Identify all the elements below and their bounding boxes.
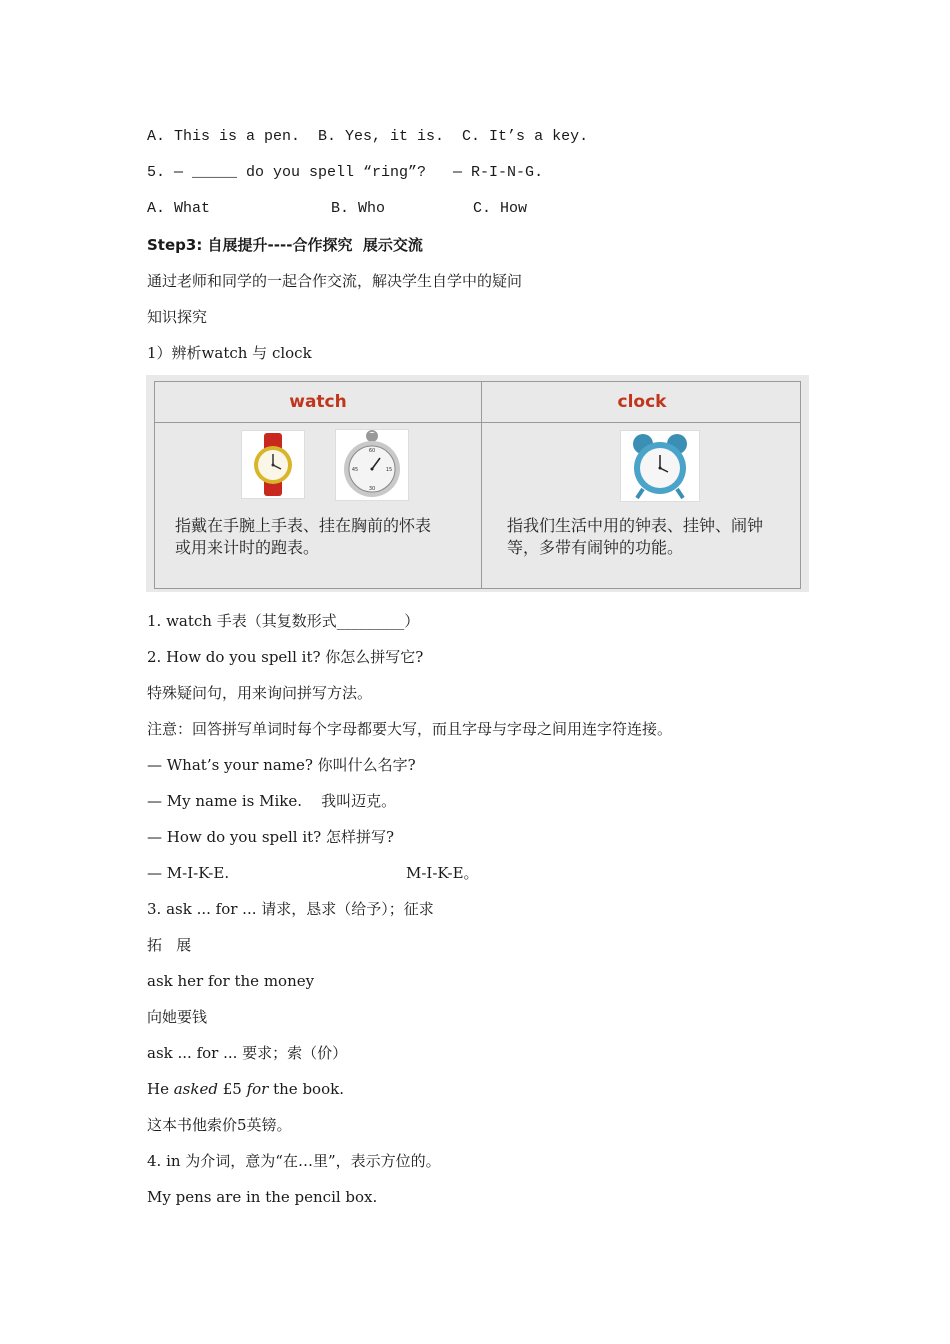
extension-usage-2: ask ... for ... 要求；索（价） bbox=[147, 1044, 348, 1062]
step3-heading: Step3: 自展提升----合作探究 展示交流 bbox=[147, 236, 423, 254]
dialog-line-3: — How do you spell it? 怎样拼写? bbox=[147, 828, 395, 846]
svg-text:60: 60 bbox=[368, 448, 376, 454]
dialog-line-2: — My name is Mike. 我叫迈克。 bbox=[147, 792, 397, 810]
note-2: 2. How do you spell it? 你怎么拼写它? bbox=[147, 648, 424, 666]
clock-desc-2: 等，多带有闹钟的功能。 bbox=[507, 538, 684, 557]
knowledge-heading: 知识探究 bbox=[147, 308, 208, 326]
watch-desc-1: 指戴在手腕上手表、挂在胸前的怀表 bbox=[175, 516, 432, 535]
option-b-5: B. Who bbox=[331, 200, 386, 217]
step3-intro: 通过老师和同学的一起合作交流，解决学生自学中的疑问 bbox=[147, 272, 523, 290]
extension-example-2: He asked £5 for the book. bbox=[147, 1080, 344, 1098]
dialog-line-4b: M-I-K-E。 bbox=[406, 864, 479, 882]
watch-desc-2: 或用来计时的跑表。 bbox=[175, 538, 320, 557]
table-head-clock: clock bbox=[617, 392, 667, 412]
note-3: 3. ask ... for ... 请求，恳求（给予）；征求 bbox=[147, 900, 434, 918]
note-4-example: My pens are in the pencil box. bbox=[147, 1188, 378, 1206]
dialog-line-4a: — M-I-K-E. bbox=[147, 864, 230, 882]
question-5: 5. — _____ do you spell “ring”? — R-I-N-G. bbox=[147, 164, 544, 181]
extension-heading: 拓 展 bbox=[147, 936, 192, 954]
option-c-5: C. How bbox=[473, 200, 528, 217]
stopwatch-icon bbox=[335, 429, 409, 501]
note-2-explain: 特殊疑问句，用来询问拼写方法。 bbox=[147, 684, 373, 702]
clock-desc-1: 指我们生活中用的钟表、挂钟、闹钟 bbox=[507, 516, 764, 535]
dialog-line-1: — What’s your name? 你叫什么名字? bbox=[147, 756, 416, 774]
svg-text:30: 30 bbox=[368, 486, 376, 492]
option-a-5: A. What bbox=[147, 200, 211, 217]
svg-text:45: 45 bbox=[351, 467, 359, 473]
option-line-4: A. This is a pen. B. Yes, it is. C. It’s a key. bbox=[147, 128, 589, 145]
watch-clock-table bbox=[146, 375, 809, 592]
alarm-clock-icon bbox=[620, 430, 700, 502]
note-4: 4. in 为介词，意为“在…里”，表示方位的。 bbox=[147, 1152, 441, 1170]
svg-text:15: 15 bbox=[385, 467, 393, 473]
table-head-watch: watch bbox=[289, 392, 347, 412]
extension-example-1: ask her for the money bbox=[147, 972, 315, 990]
extension-translation-1: 向她要钱 bbox=[147, 1008, 208, 1026]
note-2-attention: 注意：回答拼写单词时每个字母都要大写，而且字母与字母之间用连字符连接。 bbox=[147, 720, 673, 738]
note-1: 1. watch 手表（其复数形式_________） bbox=[147, 612, 420, 630]
watch-clock-heading: 1）辨析watch 与 clock bbox=[147, 344, 312, 362]
wristwatch-icon bbox=[241, 430, 305, 499]
extension-translation-2: 这本书他索价5英镑。 bbox=[147, 1116, 292, 1134]
